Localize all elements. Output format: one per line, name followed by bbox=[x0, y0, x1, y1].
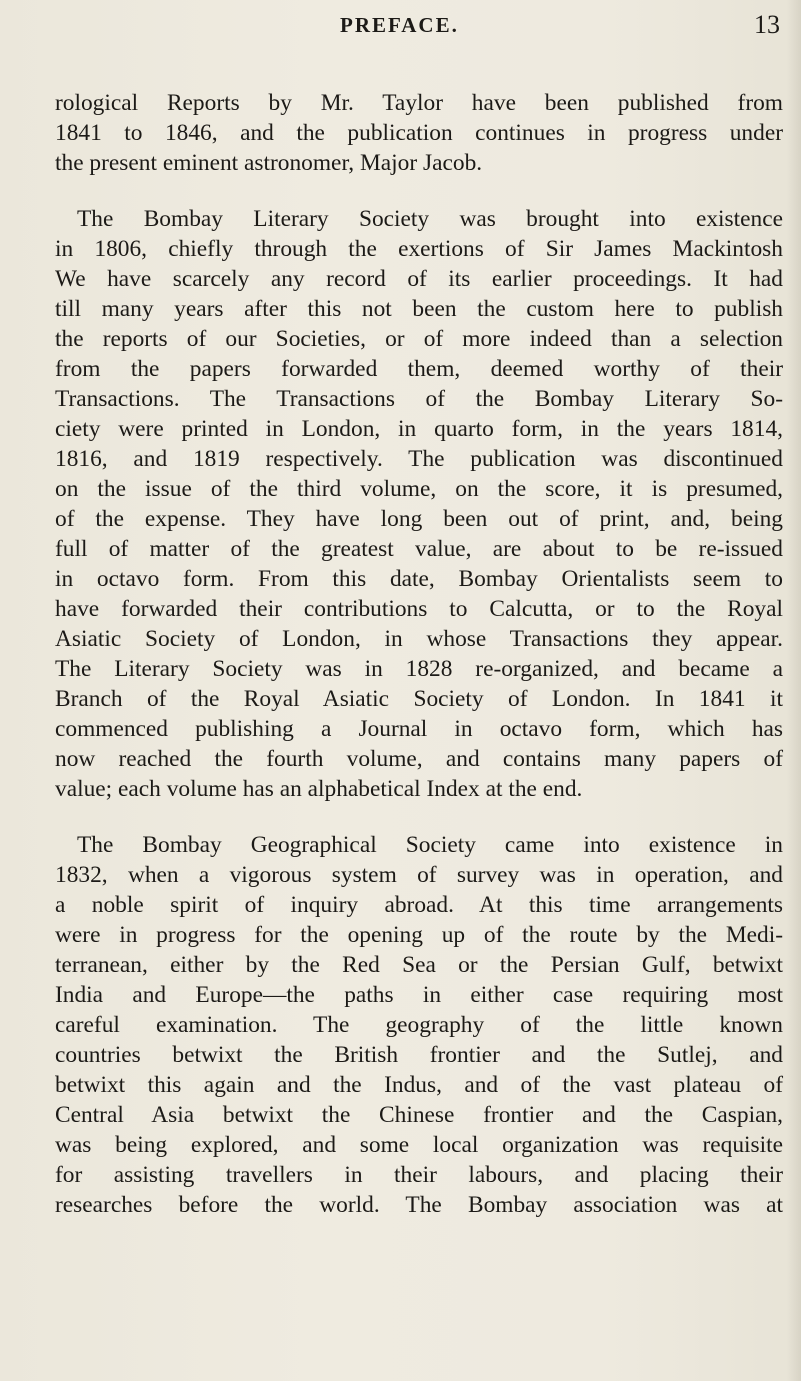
text-line: The Bombay Geographical Society came into existence in bbox=[77, 832, 783, 858]
text-line: a noble spirit of inquiry abroad. At this time arrangements bbox=[55, 892, 783, 918]
text-line: in octavo form. From this date, Bombay Orientalists seem to bbox=[55, 566, 783, 592]
page-edge-shadow bbox=[787, 0, 801, 1381]
text-line: Asiatic Society of London, in whose Transactions they appear. bbox=[55, 626, 783, 652]
text-line: value; each volume has an alphabetical Index at the end. bbox=[55, 776, 583, 802]
text-line: 1832, when a vigorous system of survey was in operation, and bbox=[55, 862, 783, 888]
text-line: India and Europe—the paths in either case requiring most bbox=[55, 982, 783, 1008]
text-line: now reached the fourth volume, and contains many papers of bbox=[55, 746, 783, 772]
text-line: in 1806, chiefly through the exertions of Sir James Mackintosh bbox=[55, 236, 783, 262]
text-line: were in progress for the opening up of the route by the Medi- bbox=[55, 922, 783, 948]
text-line: was being explored, and some local organization was requisite bbox=[55, 1132, 783, 1158]
text-line: Transactions. The Transactions of the Bombay Literary So- bbox=[55, 386, 783, 412]
text-line: terranean, either by the Red Sea or the Persian Gulf, betwixt bbox=[55, 952, 783, 978]
text-line: from the papers forwarded them, deemed worthy of their bbox=[55, 356, 783, 382]
text-line: betwixt this again and the Indus, and of the vast plateau of bbox=[55, 1072, 783, 1098]
text-line: on the issue of the third volume, on the score, it is presumed, bbox=[55, 476, 783, 502]
text-line: 1841 to 1846, and the publication continues in progress under bbox=[55, 120, 783, 146]
text-line: careful examination. The geography of the little known bbox=[55, 1012, 783, 1038]
text-line: commenced publishing a Journal in octavo form, which has bbox=[55, 716, 783, 742]
text-line: The Literary Society was in 1828 re-organized, and became a bbox=[55, 656, 783, 682]
text-line: till many years after this not been the custom here to publish bbox=[55, 296, 783, 322]
text-line: the present eminent astronomer, Major Jacob. bbox=[55, 150, 483, 176]
running-head bbox=[340, 8, 780, 42]
text-line: of the expense. They have long been out of print, and, being bbox=[55, 506, 783, 532]
text-line: rological Reports by Mr. Taylor have been published from bbox=[55, 90, 783, 116]
text-line: Branch of the Royal Asiatic Society of London. In 1841 it bbox=[55, 686, 783, 712]
text-line: have forwarded their contributions to Calcutta, or to the Royal bbox=[55, 596, 783, 622]
text-line: the reports of our Societies, or of more indeed than a selection bbox=[55, 326, 783, 352]
text-line: We have scarcely any record of its earlier proceedings. It had bbox=[55, 266, 783, 292]
text-line: full of matter of the greatest value, are about to be re-issued bbox=[55, 536, 783, 562]
text-line: Central Asia betwixt the Chinese frontier and the Caspian, bbox=[55, 1102, 783, 1128]
text-line: for assisting travellers in their labours, and placing their bbox=[55, 1162, 783, 1188]
text-line: ciety were printed in London, in quarto form, in the years 1814, bbox=[55, 416, 783, 442]
page-number: 13 bbox=[754, 10, 780, 39]
text-line: The Bombay Literary Society was brought into existence bbox=[77, 206, 783, 232]
text-line: researches before the world. The Bombay association was at bbox=[55, 1192, 783, 1218]
text-line: countries betwixt the British frontier and the Sutlej, and bbox=[55, 1042, 783, 1068]
running-title: PREFACE. bbox=[340, 13, 459, 37]
text-line: 1816, and 1819 respectively. The publication was discontinued bbox=[55, 446, 783, 472]
